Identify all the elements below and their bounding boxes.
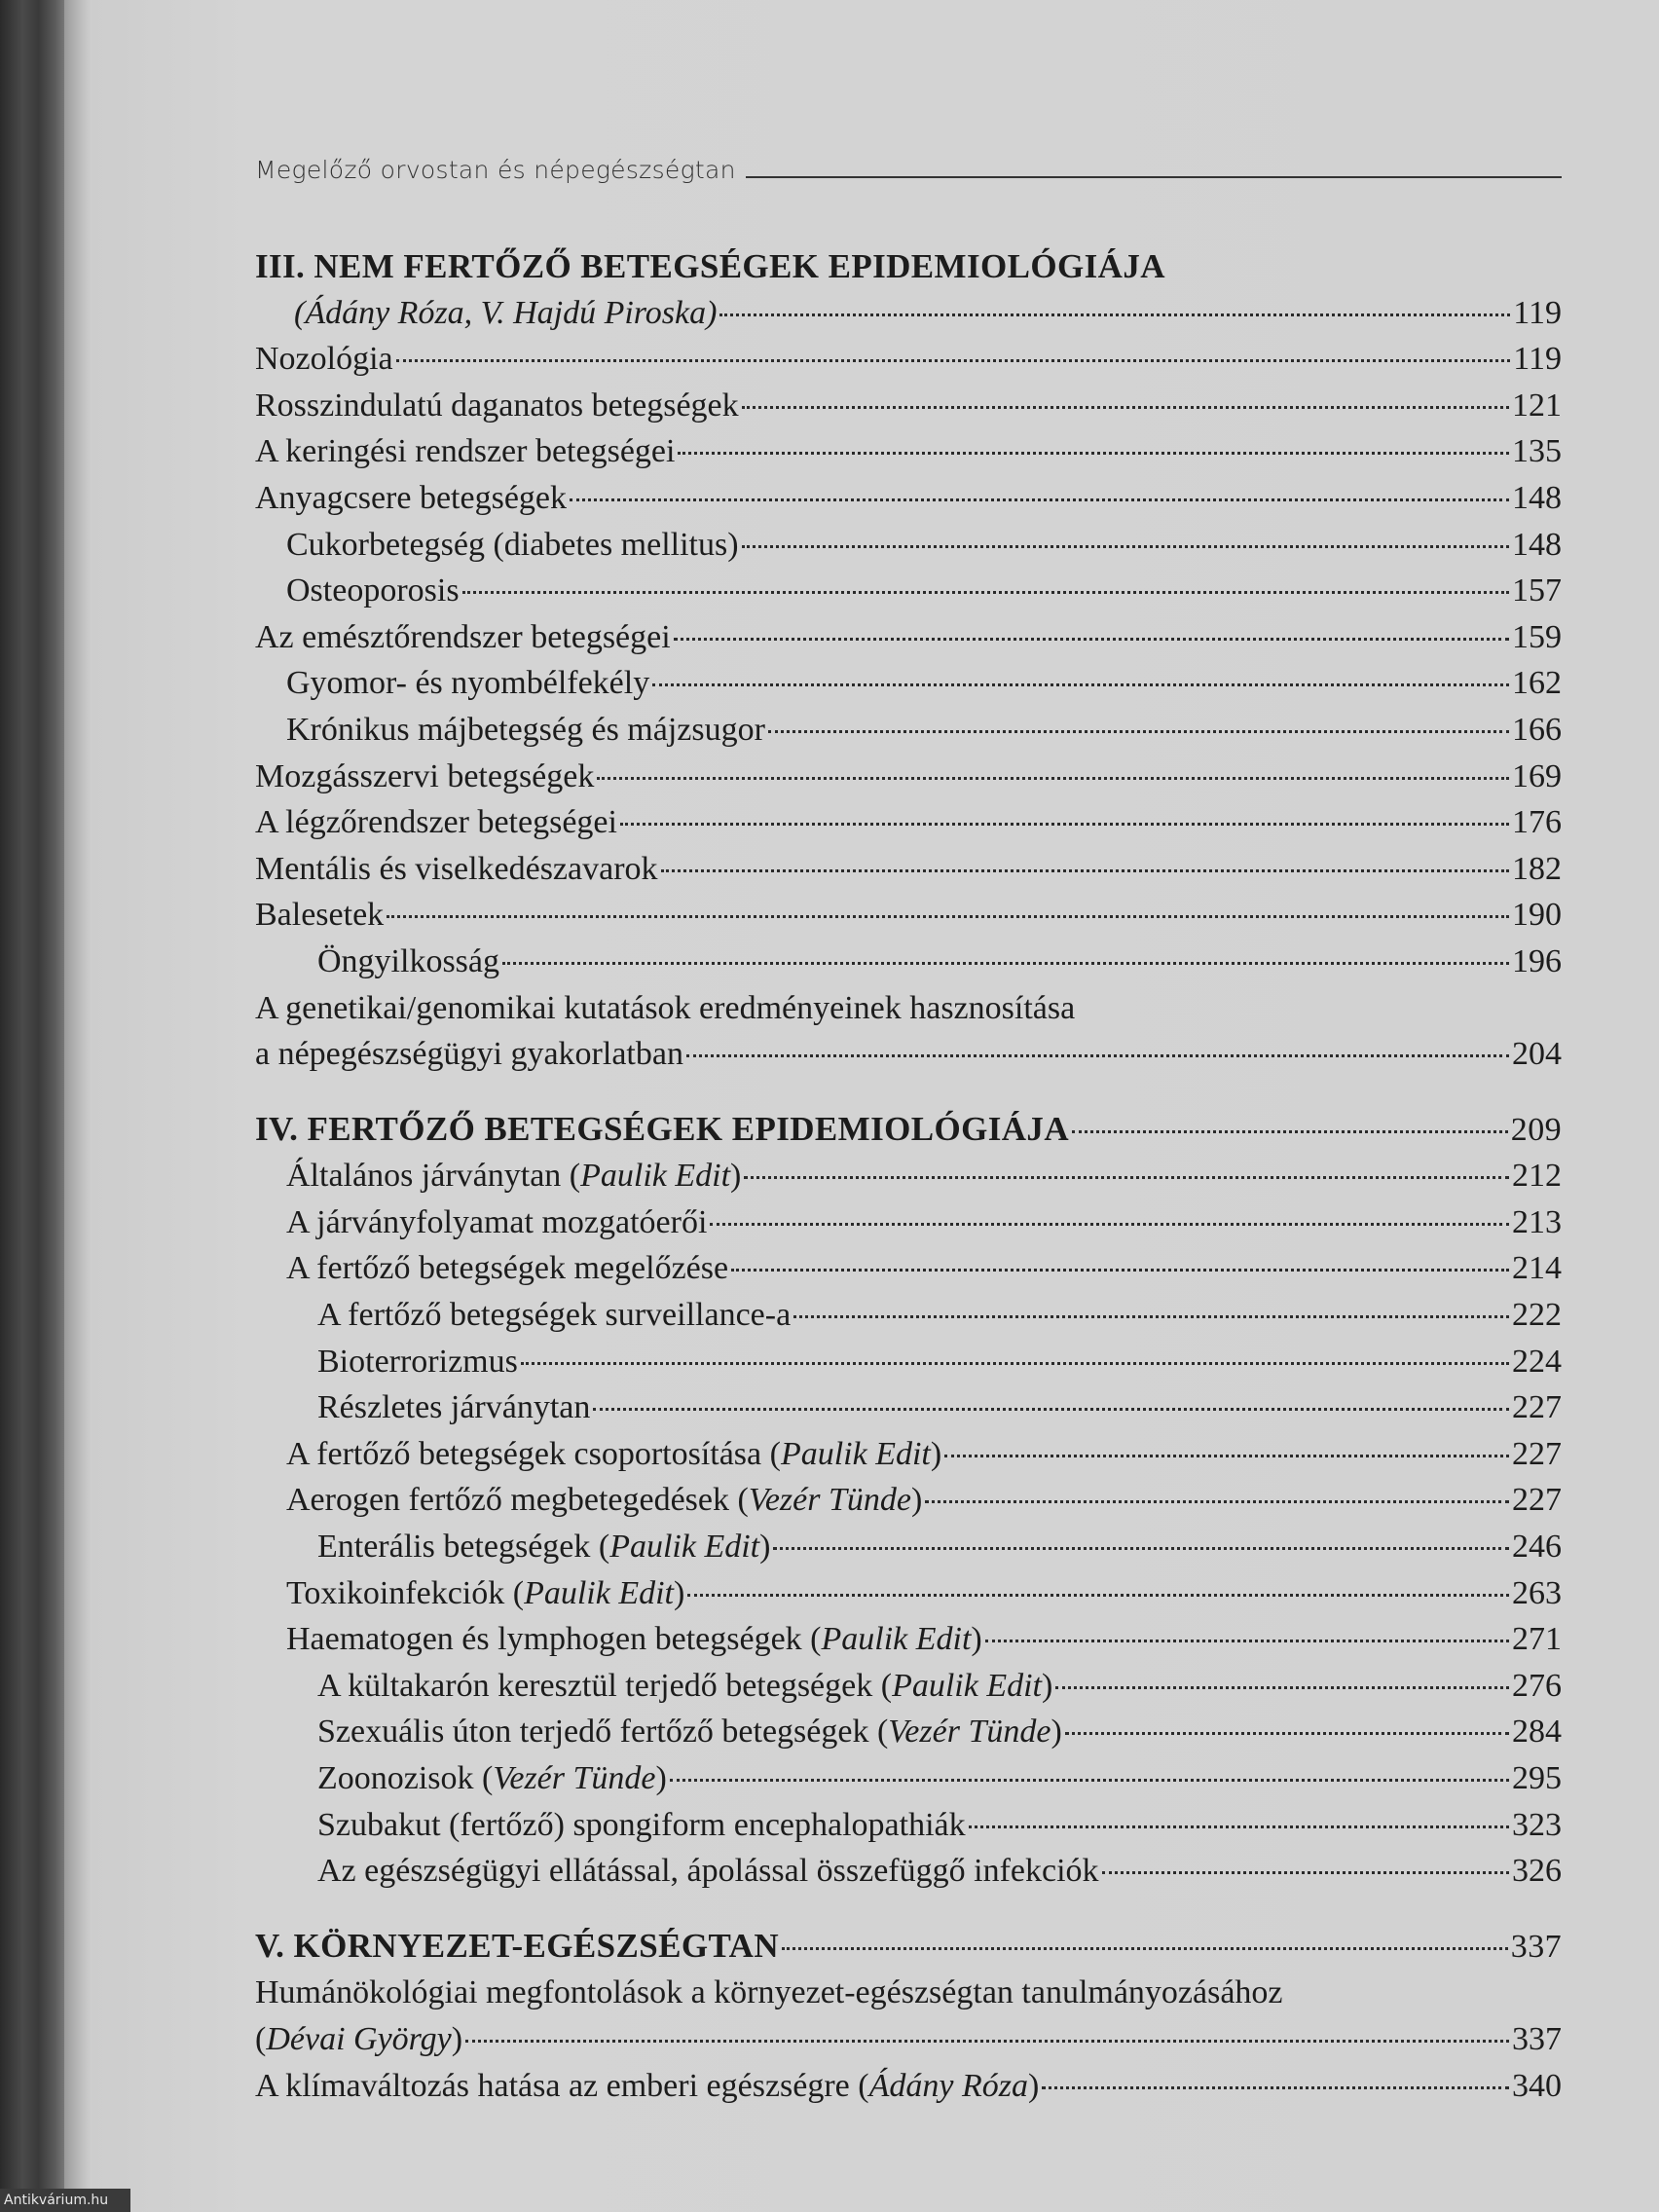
dot-leader (985, 1640, 1509, 1642)
toc-entry (255, 1339, 1562, 1385)
dot-leader (465, 2040, 1509, 2043)
section-heading-text: IV. FERTŐZŐ BETEGSÉGEK EPIDEMIOLÓGIÁJA (255, 1109, 1070, 1148)
section-heading (255, 243, 1562, 290)
dot-leader (652, 683, 1509, 686)
toc-entry (255, 614, 1562, 661)
entry-title: A fertőző betegségek surveillance-a (317, 1297, 792, 1334)
toc-entry (255, 1031, 1562, 1078)
toc-entry (255, 2016, 1562, 2063)
book-binding (0, 0, 64, 2212)
dot-leader (521, 1362, 1509, 1365)
toc-entry (255, 1384, 1562, 1431)
page-number: 119 (1513, 341, 1562, 378)
entry-title-line1: A genetikai/genomikai kutatások eredményeinek hasznosítása (255, 989, 1076, 1026)
dot-leader (661, 869, 1509, 872)
page-number: 209 (1510, 1111, 1562, 1148)
entry-title: Balesetek (255, 897, 385, 934)
page-number: 176 (1512, 804, 1562, 841)
page-number: 166 (1512, 711, 1562, 748)
dot-leader (768, 730, 1509, 733)
page-number: 227 (1512, 1435, 1562, 1472)
entry-title: Szexuális úton terjedő fertőző betegségek (Vezér Tünde) (317, 1714, 1062, 1751)
page-number: 337 (1510, 1928, 1562, 1965)
toc-entry (255, 660, 1562, 707)
entry-title: Anyagcsere betegségek (255, 479, 568, 516)
dot-leader (620, 823, 1509, 826)
dot-leader (387, 915, 1509, 918)
dot-leader (1102, 1871, 1509, 1874)
toc-entry (255, 1431, 1562, 1478)
dot-leader (1042, 2086, 1509, 2089)
page-number: 214 (1512, 1250, 1562, 1287)
entry-title: A fertőző betegségek megelőzése (286, 1250, 729, 1287)
dot-leader (1065, 1732, 1509, 1735)
dot-leader (686, 1054, 1509, 1057)
toc-entry (255, 1709, 1562, 1755)
page-number: 222 (1512, 1297, 1562, 1334)
entry-title: Aerogen fertőző megbetegedések (Vezér Tünde) (286, 1482, 923, 1519)
entry-title: A kültakarón keresztül terjedő betegségek (Paulik Edit) (317, 1667, 1053, 1704)
entry-title: A légzőrendszer betegségei (255, 804, 617, 841)
page-number: 246 (1512, 1529, 1562, 1566)
page-number: 196 (1512, 942, 1562, 979)
dot-leader (670, 1779, 1509, 1782)
toc-entry (255, 1153, 1562, 1199)
section-heading (255, 1923, 1562, 1971)
toc-entry (255, 799, 1562, 846)
dot-leader (462, 591, 1509, 594)
toc-entry (255, 568, 1562, 614)
toc-entry (255, 939, 1562, 985)
watermark: Antikvárium.hu (0, 2189, 130, 2212)
toc-entry (255, 1477, 1562, 1524)
section-authors: (Ádány Róza, V. Hajdú Piroska) (294, 294, 718, 331)
dot-leader (1072, 1130, 1508, 1133)
entry-title: Gyomor- és nyombélfekély (286, 665, 650, 702)
toc-entry (255, 428, 1562, 475)
entry-title-line2: (Dévai György) (255, 2020, 463, 2057)
dot-leader (597, 777, 1509, 780)
table-of-contents (255, 243, 1562, 2137)
dot-leader (742, 406, 1509, 409)
entry-title-line1: Humánökológiai megfontolások a környezet-egészségtan tanulmányozásához (255, 1974, 1283, 2011)
page-number: 295 (1512, 1760, 1562, 1796)
binding-edge (64, 0, 92, 2212)
entry-author: Vezér Tünde (493, 1760, 656, 1796)
page-number: 162 (1512, 665, 1562, 702)
dot-leader (925, 1500, 1509, 1503)
running-head (255, 156, 1562, 185)
toc-entry (255, 1570, 1562, 1617)
page-number: 340 (1512, 2067, 1562, 2104)
entry-title: A klímaváltozás hatása az emberi egészségre (Ádány Róza) (255, 2067, 1040, 2104)
page-number: 148 (1512, 526, 1562, 563)
entry-author: Paulik Edit (524, 1574, 674, 1611)
running-head-rule (746, 176, 1562, 178)
dot-leader (1055, 1686, 1509, 1689)
section-heading-text: III. NEM FERTŐZŐ BETEGSÉGEK EPIDEMIOLÓGIÁJA (255, 247, 1165, 285)
toc-entry (255, 1848, 1562, 1895)
dot-leader (944, 1455, 1509, 1457)
section-5 (255, 1923, 1562, 2109)
section-heading (255, 1106, 1562, 1154)
toc-entry (255, 1802, 1562, 1849)
dot-leader (782, 1947, 1508, 1950)
toc-entry (255, 846, 1562, 893)
entry-title: Haematogen és lymphogen betegségek (Paulik Edit) (286, 1621, 982, 1658)
page-number: 227 (1512, 1389, 1562, 1426)
dot-leader (744, 1176, 1509, 1179)
entry-author: Vezér Tünde (888, 1714, 1051, 1751)
page-number: 284 (1512, 1714, 1562, 1751)
dot-leader (793, 1315, 1509, 1318)
page-number: 182 (1512, 850, 1562, 887)
entry-title: Toxikoinfekciók (Paulik Edit) (286, 1574, 685, 1611)
toc-entry (255, 475, 1562, 522)
entry-title: A fertőző betegségek csoportosítása (Paulik Edit) (286, 1435, 942, 1472)
page-number: 271 (1512, 1621, 1562, 1658)
entry-author: Paulik Edit (892, 1667, 1042, 1704)
section-heading-text: V. KÖRNYEZET-EGÉSZSÉGTAN (255, 1926, 780, 1965)
toc-entry (255, 1616, 1562, 1663)
page-number: 204 (1512, 1036, 1562, 1073)
page-number: 213 (1512, 1203, 1562, 1240)
page-number: 169 (1512, 757, 1562, 794)
section-3 (255, 243, 1562, 1078)
dot-leader (502, 962, 1509, 965)
entry-author: Ádány Róza (868, 2067, 1028, 2104)
entry-title: Rosszindulatú daganatos betegségek (255, 387, 739, 424)
entry-title: Az emésztőrendszer betegségei (255, 618, 671, 655)
entry-title-line2: a népegészségügyi gyakorlatban (255, 1036, 683, 1073)
entry-title: Öngyilkosság (317, 942, 499, 979)
page-number: 148 (1512, 479, 1562, 516)
entry-title: Bioterrorizmus (317, 1343, 518, 1380)
entry-title: Mentális és viselkedészavarok (255, 850, 658, 887)
entry-author: Paulik Edit (821, 1621, 972, 1658)
entry-title: Krónikus májbetegség és májzsugor (286, 711, 765, 748)
dot-leader (678, 452, 1509, 455)
page-number: 212 (1512, 1158, 1562, 1195)
entry-title: Osteoporosis (286, 572, 460, 609)
page-number: 323 (1512, 1806, 1562, 1843)
running-head-text: Megelőző orvostan és népegészségtan (255, 156, 736, 184)
toc-entry (255, 2063, 1562, 2110)
toc-entry (255, 985, 1562, 1032)
entry-title: Enterális betegségek (Paulik Edit) (317, 1529, 771, 1566)
entry-title: Általános járványtan (Paulik Edit) (286, 1158, 742, 1195)
toc-entry (255, 383, 1562, 429)
dot-leader (570, 498, 1509, 501)
toc-entry (255, 1970, 1562, 2016)
toc-entry (255, 1663, 1562, 1710)
toc-entry (255, 1292, 1562, 1339)
entry-title: Zoonozisok (Vezér Tünde) (317, 1760, 667, 1796)
dot-leader (687, 1594, 1509, 1597)
entry-title: Cukorbetegség (diabetes mellitus) (286, 526, 739, 563)
toc-entry (255, 1755, 1562, 1802)
dot-leader (396, 359, 1511, 362)
page-number: 190 (1512, 897, 1562, 934)
entry-title: A járványfolyamat mozgatóerői (286, 1203, 708, 1240)
page-number: 276 (1512, 1667, 1562, 1704)
toc-entry (255, 1245, 1562, 1292)
toc-entry (255, 707, 1562, 754)
page-number: 121 (1512, 387, 1562, 424)
toc-entry (255, 1524, 1562, 1570)
toc-entry (255, 1199, 1562, 1246)
dot-leader (742, 545, 1509, 548)
entry-author: Dévai György (266, 2020, 452, 2057)
page-number: 119 (1513, 294, 1562, 331)
toc-entry (255, 892, 1562, 939)
page-number: 135 (1512, 433, 1562, 470)
page-number: 263 (1512, 1574, 1562, 1611)
dot-leader (719, 313, 1510, 316)
entry-author: Paulik Edit (580, 1158, 731, 1195)
page-number: 159 (1512, 618, 1562, 655)
entry-title: Mozgásszervi betegségek (255, 757, 595, 794)
page-number: 157 (1512, 572, 1562, 609)
page-number: 326 (1512, 1853, 1562, 1890)
toc-entry (255, 522, 1562, 569)
entry-title: Az egészségügyi ellátással, ápolással összefüggő infekciók (317, 1853, 1099, 1890)
dot-leader (674, 638, 1509, 641)
toc-entry (255, 336, 1562, 383)
dot-leader (969, 1825, 1509, 1828)
dot-leader (710, 1223, 1509, 1226)
toc-entry (255, 290, 1562, 337)
page-number: 337 (1512, 2020, 1562, 2057)
section-4 (255, 1106, 1562, 1895)
entry-title: Nozológia (255, 341, 393, 378)
entry-author: Paulik Edit (609, 1529, 760, 1566)
dot-leader (731, 1269, 1509, 1272)
entry-title: A keringési rendszer betegségei (255, 433, 676, 470)
page-number: 227 (1512, 1482, 1562, 1519)
entry-author: Paulik Edit (780, 1435, 931, 1472)
entry-title: Szubakut (fertőző) spongiform encephalopathiák (317, 1806, 966, 1843)
dot-leader (773, 1547, 1509, 1550)
dot-leader (593, 1408, 1509, 1411)
toc-entry (255, 754, 1562, 800)
entry-title: Részletes járványtan (317, 1389, 591, 1426)
page-number: 224 (1512, 1343, 1562, 1380)
entry-author: Vezér Tünde (748, 1482, 911, 1519)
